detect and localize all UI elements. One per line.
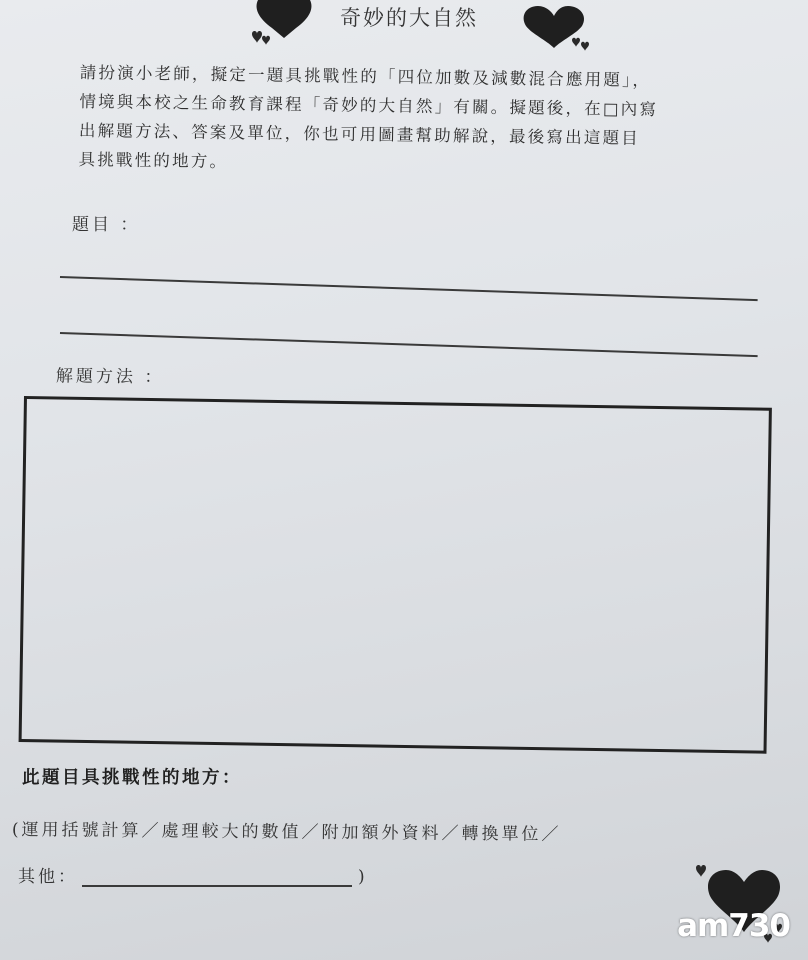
instruction-line: 具挑戰性的地方。 [78, 149, 229, 172]
question-answer-line-1[interactable] [60, 276, 758, 301]
worksheet-title: 奇妙的大自然 [340, 6, 478, 30]
method-label: 解題方法 ： [55, 366, 165, 388]
other-close-paren: ) [358, 867, 368, 887]
heart-icon [244, 0, 324, 48]
question-answer-line-2[interactable] [60, 332, 758, 357]
heart-decoration-top-left [244, 0, 324, 48]
heart-decoration-top-right [518, 0, 594, 56]
question-label: 題目 ： [72, 215, 141, 235]
other-row [18, 862, 368, 887]
instruction-line: 情境與本校之生命教育課程「奇妙的大自然」有關。擬題後，在□內寫 [79, 91, 659, 120]
challenge-options: (運用括號計算／處理較大的數值／附加額外資料／轉換單位／ [11, 819, 562, 845]
instruction-line: 請扮演小老師，擬定一題具挑戰性的「四位加數及減數混合應用題」， [79, 62, 652, 90]
instructions [78, 58, 760, 183]
method-answer-box[interactable] [19, 396, 772, 754]
watermark-logo: am730 [677, 908, 790, 944]
instruction-line: 出解題方法、答案及單位，你也可用圖畫幫助解說，最後寫出這題目 [78, 120, 641, 148]
other-answer-blank[interactable] [82, 865, 352, 887]
challenge-heading: 此題目具挑戰性的地方： [22, 768, 242, 788]
other-label: 其他： [18, 867, 78, 887]
heart-icon [518, 0, 594, 56]
